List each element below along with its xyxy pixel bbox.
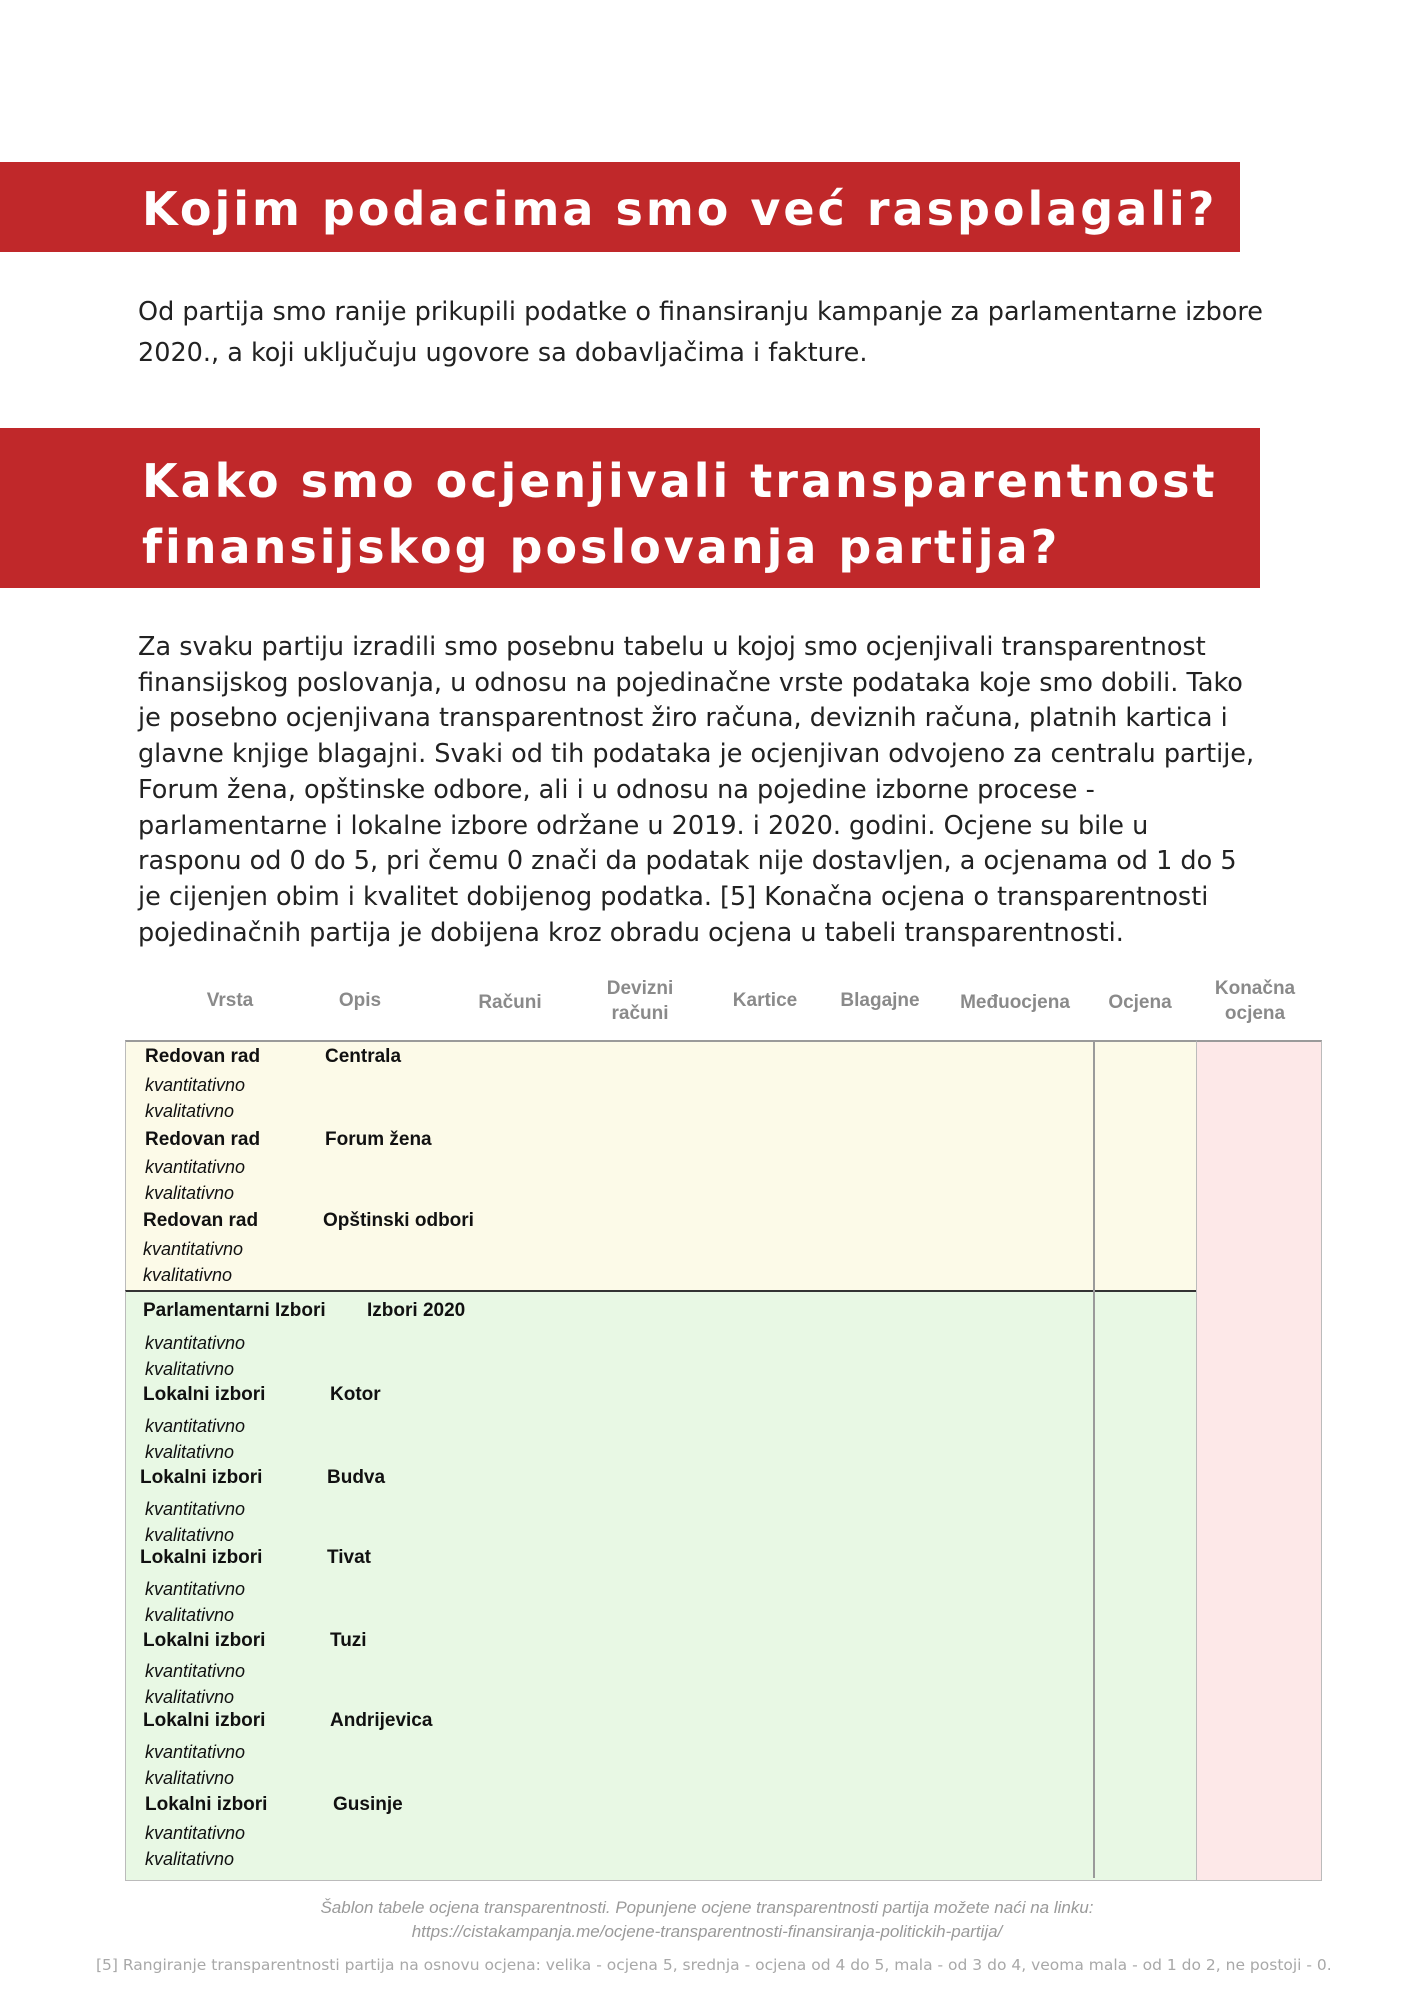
row-sub-quant: kvantitativno <box>145 1661 246 1681</box>
row-desc: Opštinski odbori <box>323 1210 474 1231</box>
row-desc: Tuzi <box>330 1630 367 1651</box>
row-desc: Andrijevica <box>330 1710 433 1731</box>
row-type: Lokalni izbori <box>140 1467 263 1488</box>
zone-redovan-rad <box>125 1040 1196 1292</box>
method-paragraph <box>138 630 1298 951</box>
row-type: Lokalni izbori <box>143 1710 266 1731</box>
caption-link: https://cistakampanja.me/ocjene-transparentnosti-finansiranja-politickih-partija/ <box>411 1922 1003 1941</box>
row-sub-qual: kvalitativno <box>145 1687 235 1707</box>
row-type: Redovan rad <box>145 1046 261 1067</box>
row-desc: Gusinje <box>333 1794 403 1815</box>
intro-paragraph <box>138 292 1298 374</box>
row-type: Lokalni izbori <box>143 1384 266 1405</box>
row-sub-qual: kvalitativno <box>145 1768 235 1788</box>
header-devizni <box>590 976 690 1026</box>
row-desc: Tivat <box>327 1547 372 1568</box>
row-desc: Izbori 2020 <box>367 1300 466 1321</box>
row-desc: Centrala <box>325 1046 402 1067</box>
paragraph-line: je posebno ocjenjivana transparentnost žiro računa, deviznih računa, platnih kartica i <box>138 703 1228 734</box>
row-sub-quant: kvantitativno <box>143 1239 244 1259</box>
row-sub-qual: kvalitativno <box>145 1525 235 1545</box>
section-heading-data <box>0 162 1240 252</box>
row-desc: Forum žena <box>325 1129 432 1150</box>
zone-izbori <box>125 1290 1196 1881</box>
row-sub-qual: kvalitativno <box>145 1605 235 1625</box>
paragraph-line: Od partija smo ranije prikupili podatke o finansiranju kampanje za parlamentarne izbore <box>138 297 1263 327</box>
paragraph-line: 2020., a koji uključuju ugovore sa dobavljačima i fakture. <box>138 338 868 368</box>
row-type: Lokalni izbori <box>145 1794 268 1815</box>
row-type: Redovan rad <box>145 1129 261 1150</box>
row-sub-quant: kvantitativno <box>145 1416 246 1436</box>
row-type: Lokalni izbori <box>143 1630 266 1651</box>
zone-konacna-ocjena <box>1196 1040 1322 1881</box>
paragraph-line: je cijenjen obim i kvalitet dobijenog podatka. [5] Konačna ocjena o transparentnosti <box>138 881 1209 912</box>
row-type: Parlamentarni Izbori <box>143 1300 326 1321</box>
header-blagajne: Blagajne <box>840 990 920 1011</box>
header-devizni-line: Devizni <box>606 978 674 999</box>
header-ocjena: Ocjena <box>1108 992 1172 1013</box>
row-sub-qual: kvalitativno <box>145 1101 235 1121</box>
row-sub-qual: kvalitativno <box>145 1442 235 1462</box>
row-type: Lokalni izbori <box>140 1547 263 1568</box>
footnote: [5] Rangiranje transparentnosti partija na osnovu ocjena: velika - ocjena 5, srednja - ocjena od 4 do 5, mala - od 3 do 4, veoma mala - od 1 do 2, ne postoji - 0. <box>96 1956 1332 1974</box>
caption-line: Šablon tabele ocjena transparentnosti. Popunjene ocjene transparentnosti partija možete naći na linku: <box>320 1898 1094 1917</box>
header-konacna-ocjena <box>1200 976 1310 1026</box>
paragraph-line: rasponu od 0 do 5, pri čemu 0 znači da podatak nije dostavljen, a ocjenama od 1 do 5 <box>138 846 1237 877</box>
row-type: Redovan rad <box>143 1210 259 1231</box>
paragraph-line: Forum žena, opštinske odbore, ali i u odnosu na pojedine izborne procese - <box>138 774 1095 805</box>
paragraph-line: finansijskog poslovanja, u odnosu na pojedinačne vrste podataka koje smo dobili. Tako <box>138 667 1243 698</box>
row-sub-qual: kvalitativno <box>145 1849 235 1869</box>
header-devizni-line: računi <box>611 1003 669 1024</box>
row-sub-quant: kvantitativno <box>145 1157 246 1177</box>
row-sub-quant: kvantitativno <box>145 1742 246 1762</box>
header-medjuocjena: Međuocjena <box>960 992 1070 1013</box>
paragraph-line: Za svaku partiju izradili smo posebnu tabelu u kojoj smo ocjenjivali transparentnost <box>138 632 1206 662</box>
header-konacna-line: ocjena <box>1224 1003 1286 1024</box>
row-sub-qual: kvalitativno <box>145 1183 235 1203</box>
row-desc: Kotor <box>330 1384 381 1405</box>
row-sub-quant: kvantitativno <box>145 1499 246 1519</box>
heading-line: finansijskog poslovanja partija? <box>142 520 1061 574</box>
column-divider <box>1093 1040 1095 1878</box>
header-opis: Opis <box>338 990 382 1011</box>
heading-text: Kojim podacima smo već raspolagali? <box>142 182 1218 236</box>
heading-line: Kako smo ocjenjivali transparentnost <box>142 454 1218 508</box>
paragraph-line: glavne knjige blagajni. Svaki od tih podataka je ocjenjivan odvojeno za centralu partije, <box>138 739 1255 770</box>
paragraph-line: parlamentarne i lokalne izbore održane u 2019. i 2020. godini. Ocjene su bile u <box>138 810 1149 841</box>
row-sub-quant: kvantitativno <box>145 1333 246 1353</box>
header-kartice: Kartice <box>732 990 798 1011</box>
header-vrsta: Vrsta <box>206 990 254 1011</box>
header-konacna-line: Konačna <box>1214 978 1296 999</box>
row-sub-qual: kvalitativno <box>143 1265 233 1285</box>
row-sub-quant: kvantitativno <box>145 1823 246 1843</box>
row-desc: Budva <box>327 1467 386 1488</box>
row-sub-quant: kvantitativno <box>145 1579 246 1599</box>
row-sub-quant: kvantitativno <box>145 1075 246 1095</box>
paragraph-line: pojedinačnih partija je dobijena kroz obradu ocjena u tabeli transparentnosti. <box>138 917 1124 948</box>
header-racuni: Računi <box>478 992 542 1013</box>
section-heading-method <box>0 428 1260 588</box>
table-caption <box>0 1896 1414 1944</box>
row-sub-qual: kvalitativno <box>145 1359 235 1379</box>
